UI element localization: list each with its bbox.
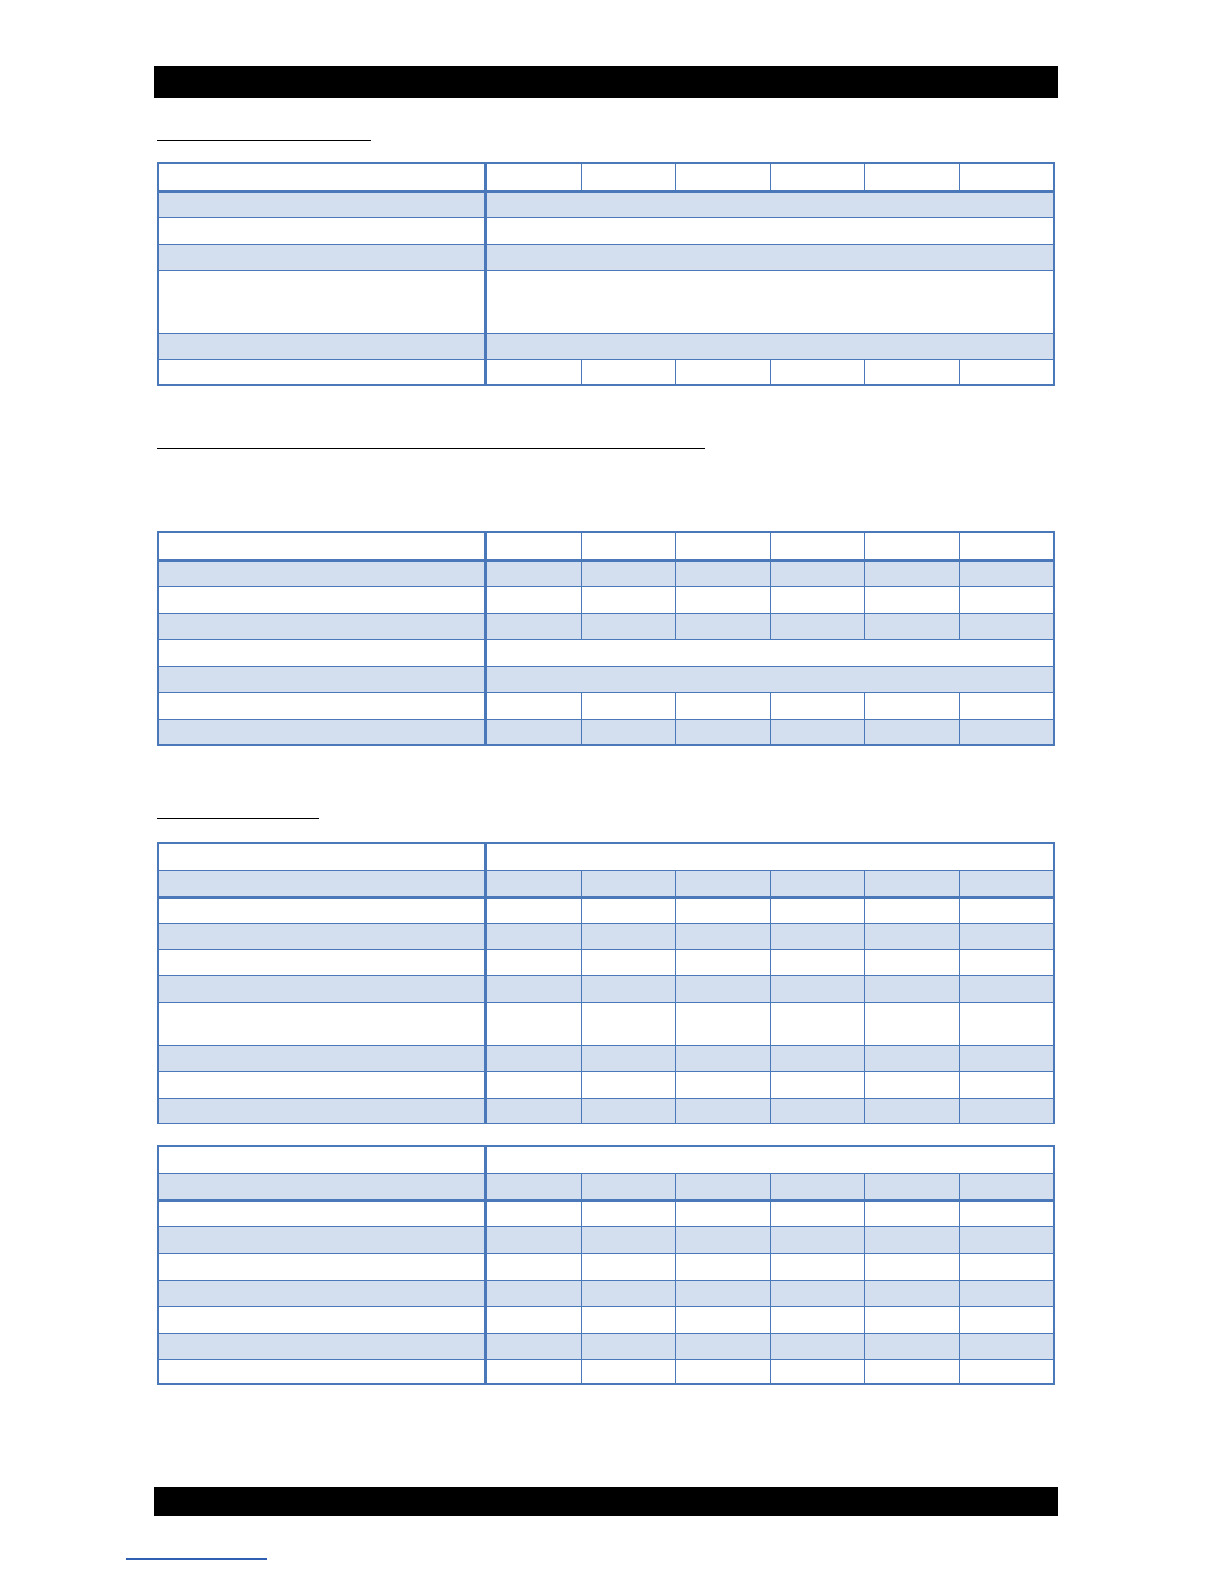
table-row — [159, 640, 1053, 667]
table-cell — [771, 924, 866, 949]
table-cell — [960, 693, 1054, 719]
table-cell — [676, 533, 771, 559]
table-cell — [487, 164, 582, 190]
table-row — [159, 1254, 1053, 1281]
table-row — [159, 334, 1053, 360]
table-cell — [771, 1099, 866, 1123]
header-bar — [154, 66, 1058, 98]
table-cell — [960, 562, 1054, 586]
table-cell — [960, 1334, 1054, 1359]
table-row — [159, 1147, 1053, 1174]
table-cell — [771, 562, 866, 586]
table-cell — [487, 1360, 582, 1383]
table-cell — [960, 1227, 1054, 1253]
table-cell — [582, 1046, 677, 1071]
table-cell — [865, 1360, 960, 1383]
table-cell — [159, 667, 487, 692]
table-cell — [771, 1254, 866, 1280]
table-cell — [865, 871, 960, 896]
table-cell — [159, 1174, 487, 1199]
table-cell — [582, 587, 677, 613]
table-cell — [159, 193, 487, 217]
table-cell — [159, 1202, 487, 1226]
table-cell — [582, 720, 677, 744]
table-cell — [159, 976, 487, 1002]
table-cell — [960, 1202, 1054, 1226]
table-row — [159, 720, 1053, 744]
table-cell — [487, 1003, 582, 1045]
table-row — [159, 950, 1053, 976]
table-cell — [865, 562, 960, 586]
table-cell — [771, 693, 866, 719]
table-cell — [159, 1046, 487, 1071]
table-cell — [487, 1046, 582, 1071]
table-cell — [960, 720, 1054, 744]
table-cell — [771, 871, 866, 896]
table-cell — [159, 1099, 487, 1123]
table-cell — [676, 1099, 771, 1123]
table-row — [159, 1334, 1053, 1360]
table-cell — [865, 1254, 960, 1280]
table-cell — [865, 1334, 960, 1359]
table-cell — [771, 587, 866, 613]
table-cell — [676, 1307, 771, 1333]
table-row — [159, 360, 1053, 384]
table-cell — [582, 899, 677, 923]
table-cell — [771, 1072, 866, 1098]
table-cell — [771, 1174, 866, 1199]
table-cell — [865, 1202, 960, 1226]
table-cell — [960, 899, 1054, 923]
section-1-heading — [157, 123, 371, 141]
table-cell — [960, 924, 1054, 949]
table-cell — [676, 899, 771, 923]
table-cell — [159, 1360, 487, 1383]
section-3-table-2 — [157, 1145, 1055, 1385]
table-cell — [676, 871, 771, 896]
table-row — [159, 1046, 1053, 1072]
table-cell — [676, 950, 771, 975]
table-cell — [582, 976, 677, 1002]
table-cell — [487, 271, 1053, 333]
section-1-table — [157, 162, 1055, 386]
table-cell — [865, 924, 960, 949]
table-cell — [159, 844, 487, 870]
table-cell — [582, 950, 677, 975]
table-row — [159, 844, 1053, 871]
table-row — [159, 899, 1053, 924]
table-cell — [960, 1003, 1054, 1045]
table-cell — [865, 1046, 960, 1071]
table-cell — [582, 1281, 677, 1306]
table-cell — [960, 950, 1054, 975]
table-cell — [865, 533, 960, 559]
table-cell — [582, 693, 677, 719]
table-cell — [771, 360, 866, 384]
table-cell — [771, 614, 866, 639]
table-row — [159, 164, 1053, 193]
table-cell — [865, 587, 960, 613]
table-cell — [159, 899, 487, 923]
table-cell — [582, 1307, 677, 1333]
table-cell — [582, 924, 677, 949]
table-cell — [960, 1174, 1054, 1199]
table-cell — [865, 976, 960, 1002]
table-cell — [771, 533, 866, 559]
table-cell — [676, 1046, 771, 1071]
table-cell — [159, 693, 487, 719]
table-cell — [487, 334, 1053, 359]
table-cell — [487, 587, 582, 613]
table-cell — [487, 844, 1053, 870]
table-row — [159, 562, 1053, 587]
footer-bar — [154, 1487, 1058, 1516]
table-cell — [960, 533, 1054, 559]
table-cell — [771, 1281, 866, 1306]
table-cell — [487, 1307, 582, 1333]
table-cell — [487, 720, 582, 744]
table-cell — [676, 1334, 771, 1359]
table-cell — [960, 164, 1054, 190]
table-cell — [771, 1202, 866, 1226]
table-row — [159, 193, 1053, 218]
table-cell — [676, 1281, 771, 1306]
table-cell — [865, 950, 960, 975]
table-cell — [676, 1174, 771, 1199]
section-3-table-1 — [157, 842, 1055, 1124]
table-cell — [771, 976, 866, 1002]
table-cell — [865, 360, 960, 384]
table-cell — [582, 1003, 677, 1045]
table-cell — [676, 1202, 771, 1226]
table-cell — [159, 271, 487, 333]
table-cell — [159, 1227, 487, 1253]
table-cell — [865, 1072, 960, 1098]
table-cell — [159, 334, 487, 359]
table-cell — [771, 720, 866, 744]
table-cell — [771, 950, 866, 975]
table-cell — [960, 587, 1054, 613]
table-row — [159, 245, 1053, 271]
table-cell — [676, 693, 771, 719]
table-cell — [582, 1174, 677, 1199]
table-cell — [159, 218, 487, 244]
table-cell — [159, 164, 487, 190]
table-cell — [487, 1254, 582, 1280]
table-cell — [487, 533, 582, 559]
table-row — [159, 271, 1053, 334]
table-cell — [159, 871, 487, 896]
table-row — [159, 693, 1053, 720]
table-cell — [159, 587, 487, 613]
table-cell — [487, 924, 582, 949]
table-cell — [676, 924, 771, 949]
section-3-heading — [157, 801, 319, 819]
table-cell — [582, 1099, 677, 1123]
table-cell — [487, 1227, 582, 1253]
table-cell — [676, 360, 771, 384]
table-row — [159, 614, 1053, 640]
table-cell — [159, 950, 487, 975]
table-cell — [676, 1360, 771, 1383]
table-cell — [582, 1360, 677, 1383]
table-cell — [865, 1307, 960, 1333]
table-row — [159, 667, 1053, 693]
table-cell — [159, 533, 487, 559]
table-cell — [159, 614, 487, 639]
table-cell — [487, 1281, 582, 1306]
table-cell — [771, 1046, 866, 1071]
table-cell — [487, 562, 582, 586]
table-cell — [159, 562, 487, 586]
table-cell — [487, 693, 582, 719]
table-cell — [771, 164, 866, 190]
table-cell — [865, 614, 960, 639]
table-cell — [960, 1254, 1054, 1280]
table-row — [159, 1281, 1053, 1307]
table-cell — [960, 614, 1054, 639]
table-row — [159, 1003, 1053, 1046]
table-row — [159, 1307, 1053, 1334]
table-cell — [960, 1281, 1054, 1306]
table-cell — [487, 976, 582, 1002]
table-cell — [676, 614, 771, 639]
table-cell — [159, 1072, 487, 1098]
table-cell — [487, 640, 1053, 666]
table-cell — [676, 1072, 771, 1098]
table-cell — [487, 871, 582, 896]
table-cell — [865, 1174, 960, 1199]
table-cell — [960, 1046, 1054, 1071]
table-cell — [771, 1003, 866, 1045]
table-cell — [865, 1281, 960, 1306]
table-cell — [582, 1334, 677, 1359]
table-row — [159, 1360, 1053, 1383]
table-cell — [159, 1254, 487, 1280]
table-cell — [960, 1099, 1054, 1123]
table-cell — [582, 614, 677, 639]
table-row — [159, 1227, 1053, 1254]
table-cell — [487, 218, 1053, 244]
table-cell — [487, 899, 582, 923]
table-cell — [487, 1334, 582, 1359]
table-cell — [676, 1254, 771, 1280]
table-cell — [159, 640, 487, 666]
table-cell — [487, 1099, 582, 1123]
table-cell — [582, 1227, 677, 1253]
table-cell — [960, 976, 1054, 1002]
table-row — [159, 1202, 1053, 1227]
table-cell — [159, 720, 487, 744]
table-cell — [676, 562, 771, 586]
table-cell — [865, 720, 960, 744]
table-row — [159, 218, 1053, 245]
table-row — [159, 976, 1053, 1003]
table-cell — [487, 614, 582, 639]
section-2-table — [157, 531, 1055, 746]
table-cell — [159, 1003, 487, 1045]
table-cell — [771, 1360, 866, 1383]
table-cell — [960, 1307, 1054, 1333]
table-row — [159, 871, 1053, 899]
table-cell — [676, 587, 771, 613]
table-cell — [865, 1003, 960, 1045]
table-cell — [865, 693, 960, 719]
table-cell — [582, 1202, 677, 1226]
table-cell — [676, 976, 771, 1002]
table-cell — [159, 1334, 487, 1359]
table-cell — [159, 924, 487, 949]
table-cell — [676, 164, 771, 190]
table-cell — [159, 360, 487, 384]
table-cell — [487, 950, 582, 975]
section-2-heading — [157, 431, 705, 449]
table-row — [159, 533, 1053, 562]
table-cell — [960, 360, 1054, 384]
table-cell — [960, 1360, 1054, 1383]
table-cell — [487, 667, 1053, 692]
table-cell — [582, 1254, 677, 1280]
table-row — [159, 1099, 1053, 1123]
table-row — [159, 1072, 1053, 1099]
table-cell — [582, 871, 677, 896]
table-cell — [771, 899, 866, 923]
table-cell — [582, 360, 677, 384]
table-cell — [487, 360, 582, 384]
table-cell — [865, 1099, 960, 1123]
table-cell — [487, 1202, 582, 1226]
table-cell — [960, 871, 1054, 896]
table-cell — [487, 1147, 1053, 1173]
table-cell — [487, 193, 1053, 217]
table-cell — [487, 1174, 582, 1199]
table-cell — [676, 1227, 771, 1253]
table-cell — [865, 164, 960, 190]
table-cell — [771, 1334, 866, 1359]
table-cell — [582, 533, 677, 559]
footer-link[interactable] — [126, 1558, 267, 1560]
table-cell — [771, 1307, 866, 1333]
table-cell — [676, 1003, 771, 1045]
table-cell — [159, 1147, 487, 1173]
table-cell — [582, 562, 677, 586]
table-row — [159, 924, 1053, 950]
table-cell — [487, 1072, 582, 1098]
table-cell — [159, 1307, 487, 1333]
table-cell — [582, 1072, 677, 1098]
table-row — [159, 1174, 1053, 1202]
table-cell — [865, 899, 960, 923]
table-cell — [582, 164, 677, 190]
table-cell — [960, 1072, 1054, 1098]
table-cell — [487, 245, 1053, 270]
table-cell — [159, 1281, 487, 1306]
table-cell — [676, 720, 771, 744]
table-cell — [771, 1227, 866, 1253]
table-row — [159, 587, 1053, 614]
table-cell — [159, 245, 487, 270]
table-cell — [865, 1227, 960, 1253]
